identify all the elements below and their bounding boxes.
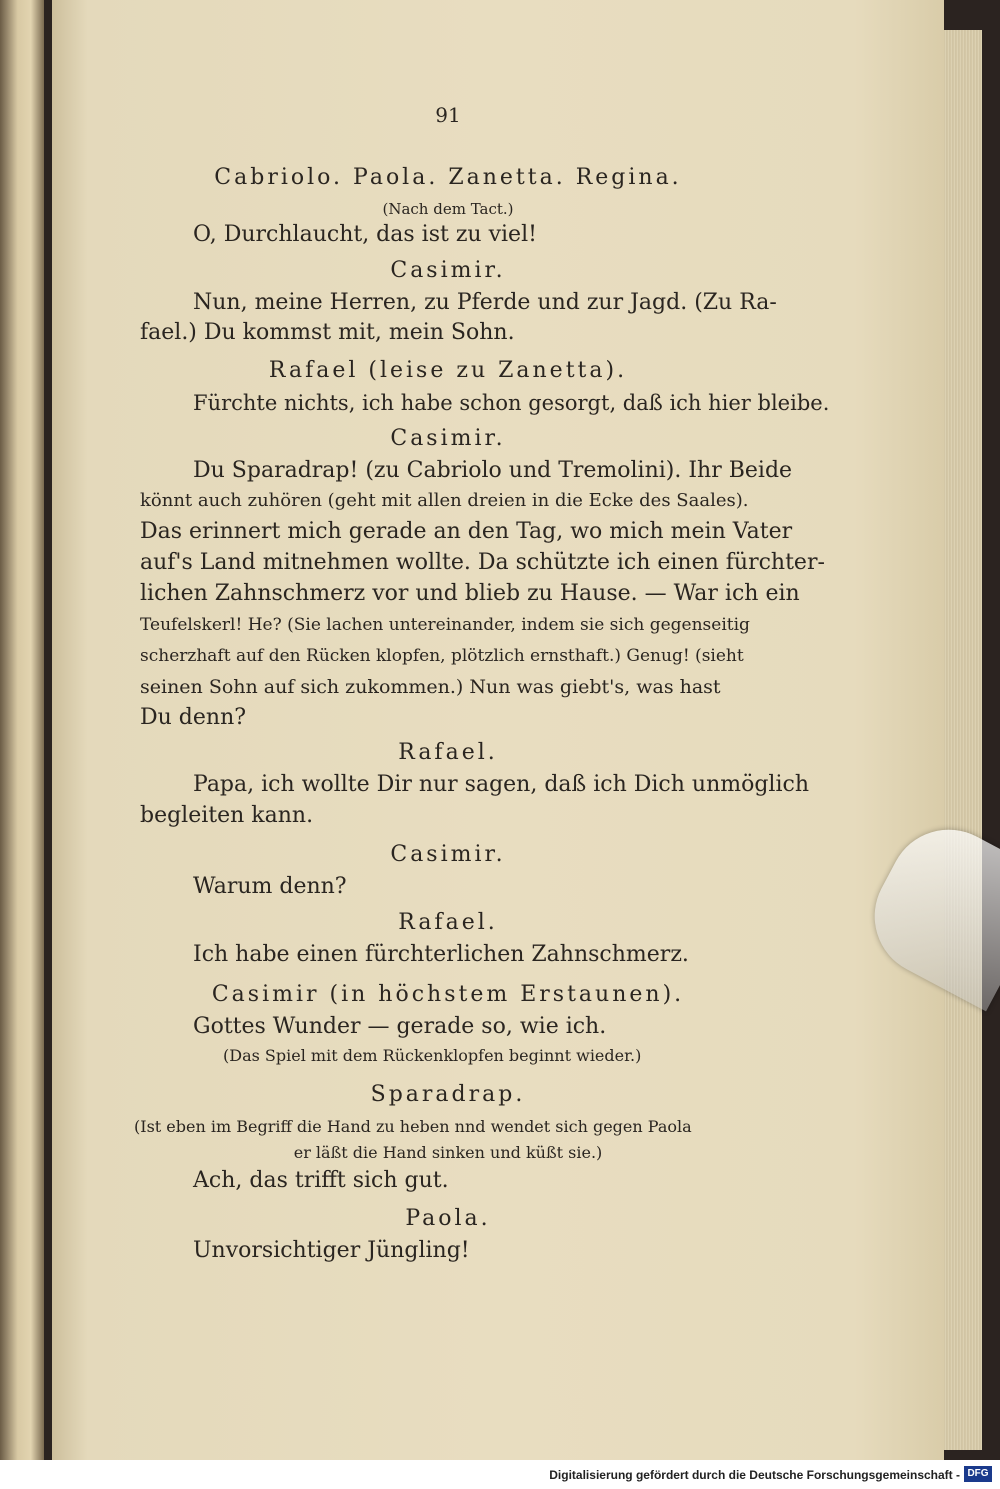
dialogue-line: Ach, das trifft sich gut.	[193, 1168, 449, 1193]
dialogue-line: Fürchte nichts, ich habe schon gesorgt, daß ich hier bleibe.	[193, 391, 830, 415]
dialogue-line: seinen Sohn auf sich zukommen.) Nun was giebt's, was hast	[140, 676, 721, 698]
dialogue-line: könnt auch zuhören (geht mit allen dreien in die Ecke des Saales).	[140, 490, 749, 511]
page-stack-edge	[944, 30, 982, 1450]
speaker-heading: Sparadrap.	[370, 1082, 526, 1107]
dialogue-line: Unvorsichtiger Jüngling!	[193, 1238, 470, 1263]
dialogue-line: Du Sparadrap! (zu Cabriolo und Tremolini). Ihr Beide	[193, 458, 793, 483]
stage-direction: (Ist eben im Begriff die Hand zu heben nnd wendet sich gegen Paola	[134, 1117, 692, 1136]
funding-notice: Digitalisierung gefördert durch die Deutsche Forschungsgemeinschaft -	[549, 1468, 960, 1482]
speaker-heading: Casimir (in höchstem Erstaunen).	[211, 982, 685, 1007]
adjacent-page-edge	[0, 0, 44, 1460]
stage-direction: er läßt die Hand sinken und küßt sie.)	[293, 1143, 603, 1162]
dialogue-line: Nun, meine Herren, zu Pferde und zur Jagd. (Zu Ra-	[193, 290, 777, 315]
speaker-heading: Rafael (leise zu Zanetta).	[268, 358, 628, 383]
page-number: 91	[435, 103, 461, 127]
dialogue-line: Gottes Wunder — gerade so, wie ich.	[193, 1014, 607, 1039]
dialogue-line: begleiten kann.	[140, 803, 314, 828]
dfg-logo: DFG	[964, 1466, 992, 1482]
dialogue-line: Warum denn?	[193, 874, 347, 899]
dialogue-line: O, Durchlaucht, das ist zu viel!	[193, 222, 537, 247]
dialogue-line: Teufelskerl! He? (Sie lachen untereinander, indem sie sich gegenseitig	[140, 615, 750, 635]
dialogue-line: Ich habe einen fürchterlichen Zahnschmerz.	[193, 942, 689, 967]
dialogue-line: Papa, ich wollte Dir nur sagen, daß ich Dich unmöglich	[193, 772, 809, 797]
speaker-heading: Rafael.	[398, 740, 498, 765]
speaker-heading: Cabriolo. Paola. Zanetta. Regina.	[214, 165, 682, 190]
speaker-heading: Casimir.	[390, 842, 506, 867]
dialogue-line: fael.) Du kommst mit, mein Sohn.	[140, 320, 515, 345]
stage-direction: (Nach dem Tact.)	[382, 200, 514, 218]
dialogue-line: lichen Zahnschmerz vor und blieb zu Hause. — War ich ein	[140, 581, 800, 606]
speaker-heading: Casimir.	[390, 258, 506, 283]
dialogue-line: Du denn?	[140, 705, 247, 730]
dialogue-line: Das erinnert mich gerade an den Tag, wo mich mein Vater	[140, 519, 793, 544]
dialogue-line: scherzhaft auf den Rücken klopfen, plötzlich ernsthaft.) Genug! (sieht	[140, 646, 744, 666]
speaker-heading: Paola.	[405, 1206, 491, 1231]
dialogue-line: auf's Land mitnehmen wollte. Da schützte ich einen fürchter-	[140, 550, 825, 575]
speaker-heading: Rafael.	[398, 910, 498, 935]
speaker-heading: Casimir.	[390, 426, 506, 451]
stage-direction: (Das Spiel mit dem Rückenklopfen beginnt wieder.)	[223, 1046, 642, 1065]
